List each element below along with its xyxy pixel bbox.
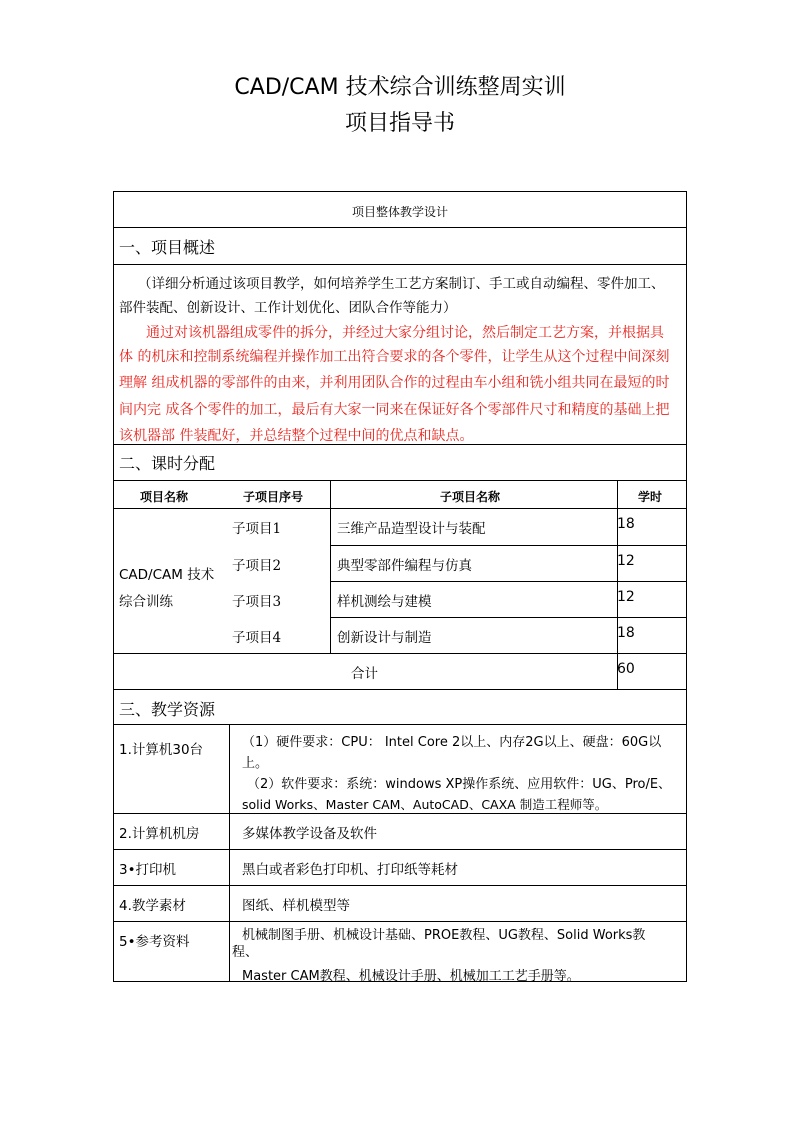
resource-label: 2.计算机机房 [119, 826, 200, 842]
section-2-heading: 二、课时分配 [119, 454, 216, 473]
resource-detail: （1）硬件要求：CPU： Intel Core 2以上、内存2G以上、硬盘：60G以 [242, 735, 662, 750]
document-title: CAD/CAM 技术综合训练整周实训 [234, 75, 566, 100]
total-value: 60 [617, 661, 635, 677]
resource-detail: 机械制图手册、机械设计基础、PROE教程、UG教程、Solid Works教 [242, 928, 646, 943]
sub-project-hours: 12 [617, 589, 635, 605]
resource-detail: solid Works、Master CAM、AutoCAD、CAXA 制造工程师等。 [242, 797, 608, 812]
section-3-heading: 三、教学资源 [119, 700, 216, 719]
resource-label: 1.计算机30台 [119, 742, 204, 758]
sub-project-name: 样机测绘与建模 [337, 594, 432, 610]
total-label: 合计 [351, 666, 378, 682]
sub-project-hours: 18 [617, 516, 635, 532]
project-name: CAD/CAM 技术 [119, 567, 215, 583]
resource-detail: 图纸、样机模型等 [242, 898, 350, 914]
resource-detail: 多媒体教学设备及软件 [242, 826, 377, 842]
overview-line: 理解 组成机器的零部件的由来，并利用团队合作的过程由车小组和铣小组共同在最短的时 [119, 375, 670, 391]
resource-detail: （2）软件要求：系统：windows XP操作系统、应用软件：UG、Pro/E、 [247, 777, 672, 792]
column-header: 子项目名称 [440, 490, 501, 504]
note-line: （详细分析通过该项目教学，如何培养学生工艺方案制订、手工或自动编程、零件加工、 [138, 276, 665, 292]
sub-project-name: 典型零部件编程与仿真 [337, 558, 472, 574]
resource-label: 4.教学素材 [119, 898, 186, 914]
sub-project-hours: 12 [617, 553, 635, 569]
overview-line: 间内完 成各个零件的加工，最后有大家一同来在保证好各个零部件尺寸和精度的基础上把 [119, 402, 670, 418]
table-header: 项目整体教学设计 [351, 205, 448, 219]
project-name: 综合训练 [119, 594, 173, 610]
sub-project-no: 子项目3 [232, 594, 282, 610]
resource-detail: 程、 [232, 945, 259, 960]
sub-project-hours: 18 [617, 625, 635, 641]
section-1-heading: 一、项目概述 [119, 238, 216, 257]
document-subtitle: 项目指导书 [344, 111, 455, 136]
resource-label: 5•参考资料 [119, 934, 190, 950]
column-header: 子项目序号 [243, 490, 304, 504]
sub-project-name: 创新设计与制造 [337, 630, 432, 646]
sub-project-no: 子项目1 [232, 521, 282, 537]
note-line: 部件装配、创新设计、工作计划优化、团队合作等能力） [119, 300, 457, 316]
resource-detail: 上。 [242, 756, 269, 771]
overview-line: 通过对该机器组成零件的拆分，并经过大家分组讨论，然后制定工艺方案，并根据具 [146, 325, 664, 341]
resource-label: 3•打印机 [119, 862, 177, 878]
column-header: 项目名称 [140, 490, 189, 504]
sub-project-no: 子项目4 [232, 630, 282, 646]
resource-detail: Master CAM教程、机械设计手册、机械加工工艺手册等。 [242, 969, 580, 984]
overview-line: 体 的机床和控制系统编程并操作加工出符合要求的各个零件，让学生从这个过程中间深刻 [119, 349, 670, 365]
resource-detail: 黑白或者彩色打印机、打印纸等耗材 [242, 862, 458, 878]
column-header: 学时 [638, 490, 663, 504]
sub-project-no: 子项目2 [232, 558, 282, 574]
sub-project-name: 三维产品造型设计与装配 [337, 521, 486, 537]
overview-line: 该机器部 件装配好，并总结整个过程中间的优点和缺点。 [119, 428, 474, 444]
